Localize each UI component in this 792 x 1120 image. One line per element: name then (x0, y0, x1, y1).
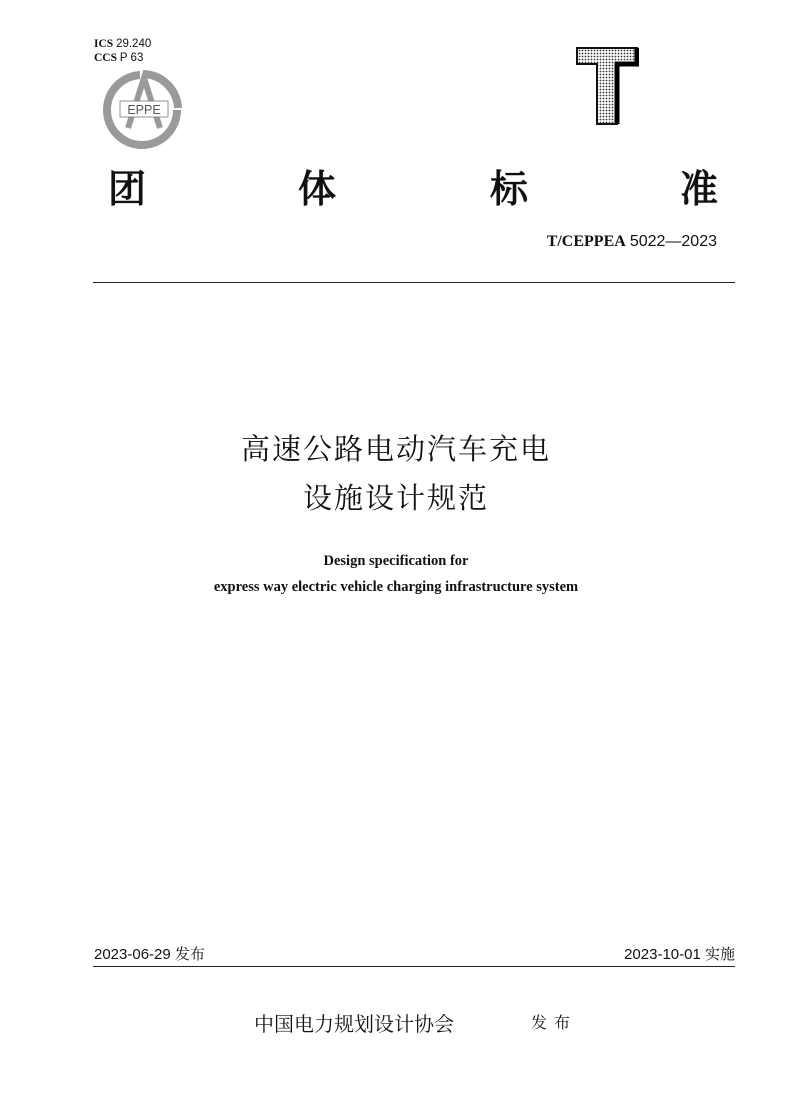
title-en-line-1: Design specification for (323, 553, 469, 569)
publisher-name: 中国电力规划设计协会 (254, 1012, 454, 1036)
release-date: 2023-06-29 发布 (94, 946, 205, 963)
standard-number (547, 233, 717, 251)
ics-label: ICS (94, 38, 114, 50)
standard-number-prefix: T/CEPPEA (546, 233, 626, 250)
standard-type-char-3: 标 (490, 167, 529, 211)
logo-text: EPPE (127, 103, 161, 117)
title-cn-line-1: 高速公路电动汽车充电 (240, 432, 551, 466)
ccs-value: P 63 (119, 52, 144, 64)
title-en-line-2: express way electric vehicle charging infrastructure system (213, 579, 579, 595)
standard-letter-mark (575, 46, 639, 126)
issue-label: 发布 (531, 1013, 578, 1032)
ccs-label: CCS (94, 52, 118, 64)
header-divider (93, 282, 735, 283)
ccs-code (94, 51, 151, 65)
association-logo (100, 70, 184, 150)
standard-type-char-4: 准 (680, 167, 719, 211)
standard-type-char-2: 体 (298, 167, 337, 211)
footer-divider (93, 966, 735, 967)
standard-type-char-1: 团 (108, 167, 147, 211)
classification-codes (94, 37, 151, 65)
title-cn-line-2: 设施设计规范 (302, 481, 489, 515)
ics-value: 29.240 (116, 38, 152, 50)
effective-date: 2023-10-01 实施 (624, 946, 735, 963)
ics-code (94, 37, 151, 51)
standard-number-value: 5022—2023 (629, 233, 717, 250)
